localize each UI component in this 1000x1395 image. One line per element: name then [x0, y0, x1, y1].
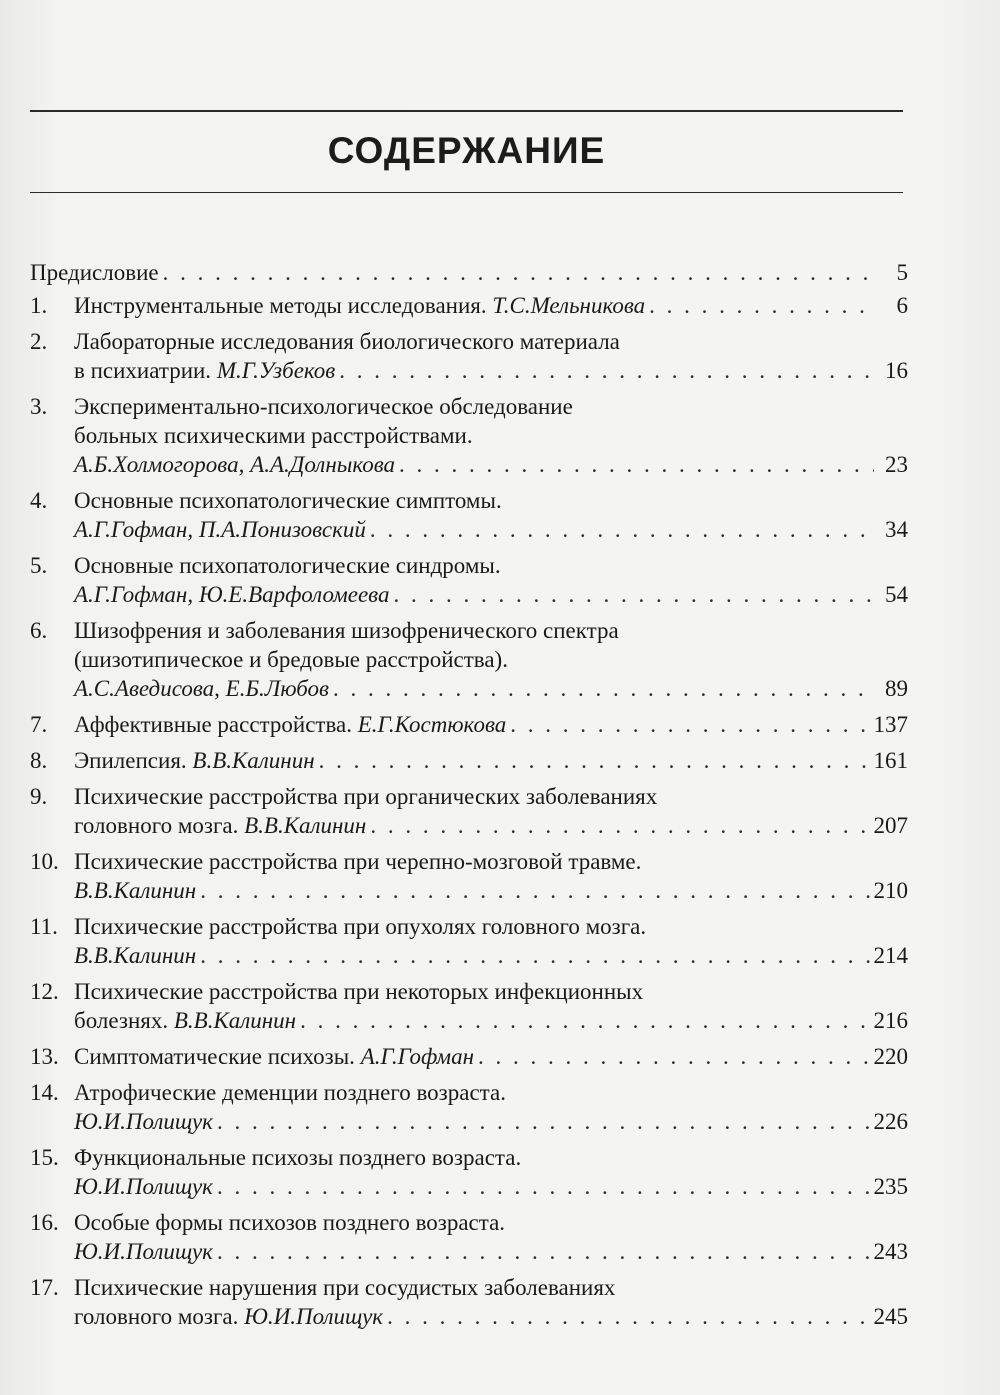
- toc-entry-title: Лабораторные исследования биологического материала: [74, 329, 620, 354]
- toc-entry-number: 17.: [30, 1275, 59, 1300]
- leader-dots: [319, 746, 870, 775]
- toc-entry-lastline: [30, 1172, 908, 1201]
- toc-entry-text: [74, 291, 645, 320]
- toc-entry[interactable]: [30, 746, 908, 775]
- toc-entry-text: [74, 515, 366, 544]
- toc-entry-title: (шизотипическое и бредовые расстройства).: [74, 647, 508, 672]
- toc-entry[interactable]: [30, 486, 908, 544]
- toc-entry-title: Особые формы психозов позднего возраста.: [74, 1210, 506, 1235]
- toc-entry-line: [30, 1208, 908, 1237]
- toc-entry-author: Е.Г.Костюкова: [357, 712, 507, 737]
- toc-entry-title: Шизофрения и заболевания шизофренического спектра: [74, 618, 619, 643]
- toc-entry-author: А.Б.Холмогорова, А.А.Долныкова: [74, 452, 396, 477]
- toc-entry-title: Предисловие: [30, 260, 159, 285]
- toc-page-number: 16: [885, 358, 908, 383]
- leader-dots: [300, 1006, 869, 1035]
- toc-entry-line: [30, 1273, 908, 1302]
- toc-entry-line: [30, 616, 908, 645]
- toc-entry-line: [30, 421, 908, 450]
- toc-entry-title: Психические расстройства при черепно-мозговой травме.: [74, 849, 642, 874]
- toc-entry-title: Аффективные расстройства.: [74, 712, 352, 737]
- toc-entry-title: Психические расстройства при органических заболеваниях: [74, 784, 658, 809]
- toc-entry-number: 10.: [30, 849, 59, 874]
- toc-entry-author: В.В.Калинин: [244, 813, 367, 838]
- toc-entry-line: [30, 486, 908, 515]
- toc-entry-text: [74, 450, 395, 479]
- toc-entry-lastline: [30, 1006, 908, 1035]
- toc-entry-lastline: [30, 291, 908, 320]
- toc-entry-text: [74, 1006, 296, 1035]
- leader-dots: [370, 515, 874, 544]
- toc-page-number: 220: [873, 1044, 908, 1069]
- toc-entry-text: [74, 811, 366, 840]
- toc-entry-line: [30, 977, 908, 1006]
- toc-page-number: 207: [873, 813, 908, 838]
- toc-entry-number: 5.: [30, 553, 48, 578]
- toc-page-number: 137: [873, 712, 908, 737]
- toc-entry-lastline: [30, 515, 908, 544]
- toc-entry-lastline: [30, 1302, 908, 1331]
- toc-entry-text: [74, 710, 506, 739]
- toc-page-number: 245: [873, 1304, 908, 1329]
- toc-entry-title: Психические нарушения при сосудистых заболеваниях: [74, 1275, 616, 1300]
- toc-entry[interactable]: [30, 392, 908, 479]
- toc-entry-lastline: [30, 746, 908, 775]
- toc-entry-author: В.В.Калинин: [173, 1008, 297, 1033]
- toc-entry-number: 6.: [30, 618, 48, 643]
- toc-entry-author: А.Г.Гофман: [360, 1044, 475, 1069]
- toc-entry-author: В.В.Калинин: [74, 943, 197, 968]
- toc-entry-line: [30, 392, 908, 421]
- toc-page-number: 89: [885, 676, 908, 701]
- toc-page-number: 6: [896, 293, 908, 318]
- toc-entry[interactable]: [30, 1143, 908, 1201]
- toc-entry-title: Экспериментально-психологическое обследование: [74, 394, 573, 419]
- toc-entries-list: [30, 291, 908, 1331]
- toc-entry-text: [74, 1302, 383, 1331]
- leader-dots: [200, 876, 869, 905]
- toc-entry-title: Функциональные психозы позднего возраста.: [74, 1145, 522, 1170]
- toc-entry[interactable]: [30, 551, 908, 609]
- toc-entry-number: 11.: [30, 914, 58, 939]
- leader-dots: [399, 450, 874, 479]
- toc-entry-line: [30, 782, 908, 811]
- toc-entry-text: [74, 1042, 474, 1071]
- toc-page-number: 161: [873, 748, 908, 773]
- toc-page-number: 214: [873, 943, 908, 968]
- toc-entry-text: [74, 1107, 213, 1136]
- toc-entry-number: 7.: [30, 712, 48, 737]
- toc-entry-text: [74, 356, 335, 385]
- toc-entry-author: Ю.И.Полищук: [74, 1239, 213, 1264]
- toc-entry[interactable]: [30, 977, 908, 1035]
- toc-entry-text: [74, 674, 329, 703]
- toc-entry-line: [30, 327, 908, 356]
- toc-entry-text: [74, 1172, 213, 1201]
- toc-page-number: 216: [873, 1008, 908, 1033]
- toc-page-number: 23: [885, 452, 908, 477]
- toc-page-number: 5: [896, 260, 908, 285]
- toc-entry-title: Психические расстройства при некоторых инфекционных: [74, 979, 644, 1004]
- toc-entry-text: [74, 746, 315, 775]
- toc-page-number: 235: [873, 1174, 908, 1199]
- leader-dots: [217, 1172, 870, 1201]
- toc-entry-lastline: [30, 1107, 908, 1136]
- toc-entry-line: [30, 847, 908, 876]
- toc-entry-title: больных психическими расстройствами.: [74, 423, 473, 448]
- toc-entry-line: [30, 912, 908, 941]
- toc-entry-author: В.В.Калинин: [74, 878, 197, 903]
- toc-entry-lastline: [30, 710, 908, 739]
- toc-entry-author: А.Г.Гофман, Ю.Е.Варфоломеева: [74, 582, 390, 607]
- toc-entry-title: болезнях.: [74, 1008, 169, 1033]
- toc-page-number: 34: [885, 517, 908, 542]
- toc-page-number: 226: [873, 1109, 908, 1134]
- toc-entry-title: Психические расстройства при опухолях головного мозга.: [74, 914, 647, 939]
- leader-dots: [200, 941, 869, 970]
- toc-entry-line: [30, 551, 908, 580]
- toc-entry-number: 8.: [30, 748, 48, 773]
- toc-entry-title: Основные психопатологические синдромы.: [74, 553, 501, 578]
- toc-entry[interactable]: [30, 1273, 908, 1331]
- leader-dots: [478, 1042, 869, 1071]
- toc-entry-author: А.С.Аведисова, Е.Б.Любов: [74, 676, 330, 701]
- toc-entry-lastline: [30, 1237, 908, 1266]
- toc-entry-line: [30, 1078, 908, 1107]
- leader-dots: [163, 258, 874, 287]
- toc-entry-line: [30, 1143, 908, 1172]
- toc-entry-lastline: [30, 941, 908, 970]
- toc-entry[interactable]: [30, 1078, 908, 1136]
- toc-entry-text: [74, 580, 390, 609]
- toc-entry[interactable]: [30, 616, 908, 703]
- toc-entry-title: Симптоматические психозы.: [74, 1044, 355, 1069]
- toc-entry-title: Инструментальные методы исследования.: [74, 293, 487, 318]
- toc-entry-title: Основные психопатологические симптомы.: [74, 488, 502, 513]
- toc-entry[interactable]: [30, 1042, 908, 1071]
- page-title: СОДЕРЖАНИЕ: [327, 130, 606, 171]
- toc-entry-lastline: [30, 356, 908, 385]
- toc-entry-preface[interactable]: [30, 258, 908, 287]
- toc-entry-number: 2.: [30, 329, 48, 354]
- toc-entry-number: 1.: [30, 293, 48, 318]
- toc-entry-lastline: [30, 1042, 908, 1071]
- leader-dots: [510, 710, 869, 739]
- leader-dots: [387, 1302, 869, 1331]
- table-of-contents: [30, 258, 908, 1338]
- toc-entry-author: А.Г.Гофман, П.А.Понизовский: [74, 517, 366, 542]
- toc-entry[interactable]: [30, 782, 908, 840]
- leader-dots: [217, 1237, 870, 1266]
- toc-entry-title: в психиатрии.: [74, 358, 212, 383]
- leader-dots: [333, 674, 874, 703]
- toc-entry-title: головного мозга.: [74, 1304, 239, 1329]
- toc-entry-number: 9.: [30, 784, 48, 809]
- toc-entry-author: М.Г.Узбеков: [216, 358, 336, 383]
- toc-entry-line: [30, 645, 908, 674]
- leader-dots: [370, 811, 869, 840]
- leader-dots: [217, 1107, 870, 1136]
- leader-dots: [339, 356, 874, 385]
- toc-page-number: 210: [873, 878, 908, 903]
- toc-page-number: 243: [873, 1239, 908, 1264]
- top-rule: [30, 110, 903, 112]
- toc-entry[interactable]: [30, 912, 908, 970]
- toc-entry[interactable]: [30, 327, 908, 385]
- toc-entry-text: [74, 941, 196, 970]
- toc-entry-text: [74, 876, 196, 905]
- toc-entry-author: Ю.И.Полищук: [74, 1109, 213, 1134]
- toc-entry-number: 16.: [30, 1210, 59, 1235]
- toc-entry-lastline: [30, 876, 908, 905]
- toc-entry-number: 4.: [30, 488, 48, 513]
- toc-entry-lastline: [30, 580, 908, 609]
- toc-entry-lastline: [30, 811, 908, 840]
- toc-entry-number: 15.: [30, 1145, 59, 1170]
- toc-entry-number: 14.: [30, 1080, 59, 1105]
- toc-entry-title: Эпилепсия.: [74, 748, 187, 773]
- toc-entry-author: Т.С.Мельникова: [492, 293, 646, 318]
- toc-entry[interactable]: [30, 710, 908, 739]
- toc-entry[interactable]: [30, 1208, 908, 1266]
- toc-entry[interactable]: [30, 847, 908, 905]
- toc-entry-lastline: [30, 450, 908, 479]
- title-underline-rule: [30, 192, 903, 193]
- toc-entry-number: 3.: [30, 394, 48, 419]
- toc-entry-title: Атрофические деменции позднего возраста.: [74, 1080, 506, 1105]
- leader-dots: [649, 291, 874, 320]
- toc-entry-author: Ю.И.Полищук: [244, 1304, 384, 1329]
- leader-dots: [394, 580, 875, 609]
- toc-entry-author: В.В.Калинин: [192, 748, 315, 773]
- toc-page-number: 54: [885, 582, 908, 607]
- toc-entry-number: 12.: [30, 979, 59, 1004]
- toc-entry-title: головного мозга.: [74, 813, 239, 838]
- toc-entry-author: Ю.И.Полищук: [74, 1174, 213, 1199]
- toc-entry[interactable]: [30, 291, 908, 320]
- toc-entry-number: 13.: [30, 1044, 59, 1069]
- toc-entry-text: [74, 1237, 213, 1266]
- toc-entry-lastline: [30, 674, 908, 703]
